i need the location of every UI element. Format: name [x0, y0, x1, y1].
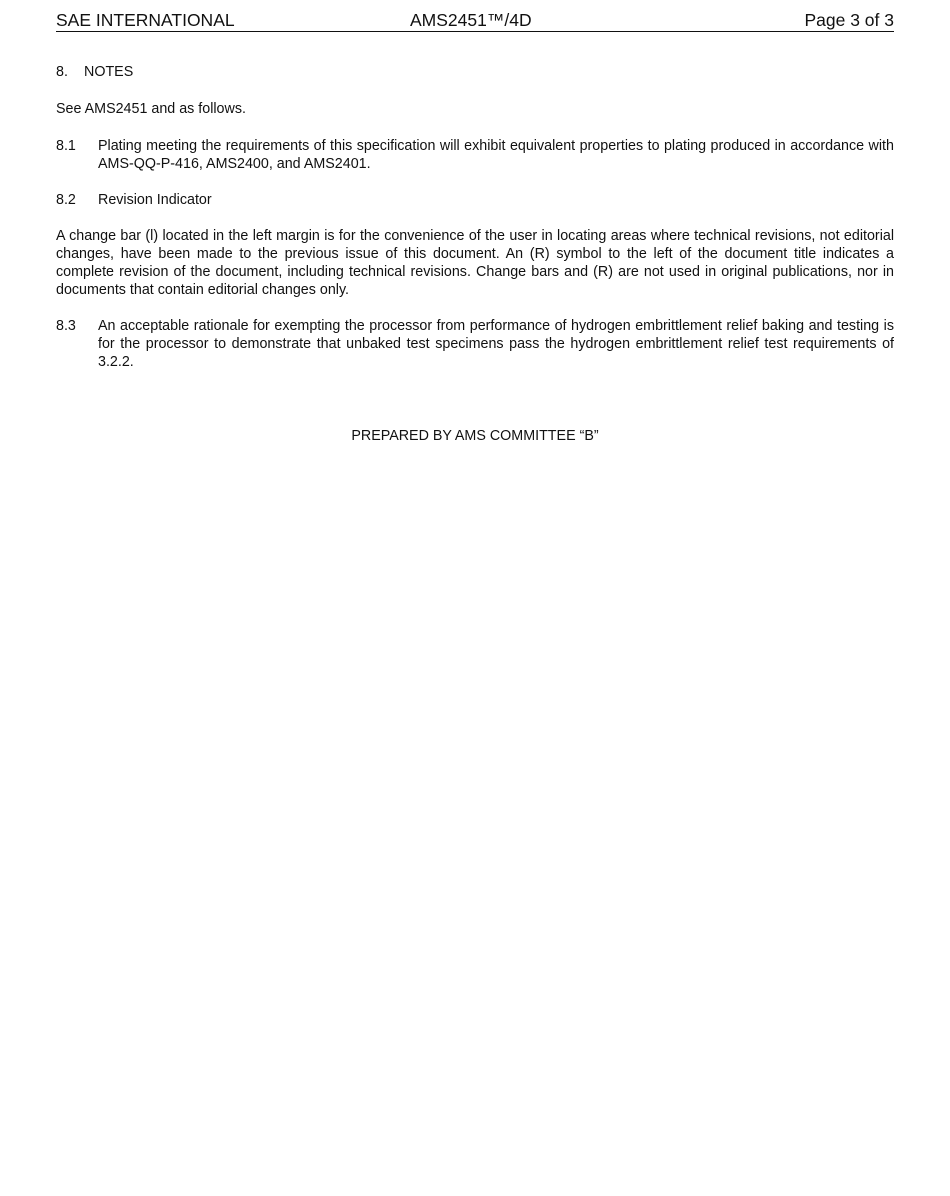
prepared-by-line: PREPARED BY AMS COMMITTEE “B”: [351, 428, 599, 444]
note-text: Revision Indicator: [98, 192, 212, 208]
note-number: 8.3: [56, 318, 76, 334]
section-title: NOTES: [84, 64, 134, 80]
section-number: 8.: [56, 64, 68, 80]
note-text: An acceptable rationale for exempting the processor from performance of hydrogen embrittlement relief baking and testing is for the processor to demonstrate that unbaked test specimens pass the hydrogen embrittlement relief test requirements of 3.2.2.: [98, 318, 894, 370]
header-organization: SAE INTERNATIONAL: [56, 10, 235, 30]
section-intro: See AMS2451 and as follows.: [56, 101, 246, 117]
note-item-8-3: [56, 317, 894, 371]
revision-indicator-paragraph: A change bar (l) located in the left margin is for the convenience of the user in locating areas where technical revisions, not editorial changes, have been made to the previous issue of this document. An (R) symbol to the left of the document title indicates a complete revision of the document, including technical revisions. Change bars and (R) are not used in original publications, nor in documents that contain editorial changes only.: [56, 228, 894, 298]
section-heading-notes: [56, 63, 894, 81]
header-page-number: Page 3 of 3: [804, 10, 894, 30]
note-number: 8.1: [56, 138, 76, 154]
note-number: 8.2: [56, 192, 76, 208]
note-item-8-1: [56, 137, 894, 173]
page-header: [56, 10, 894, 32]
note-text: Plating meeting the requirements of this specification will exhibit equivalent properties to plating produced in accordance with AMS-QQ-P-416, AMS2400, and AMS2401.: [98, 138, 894, 172]
note-item-8-2: [56, 191, 894, 209]
header-document-id: AMS2451™/4D: [410, 10, 532, 30]
